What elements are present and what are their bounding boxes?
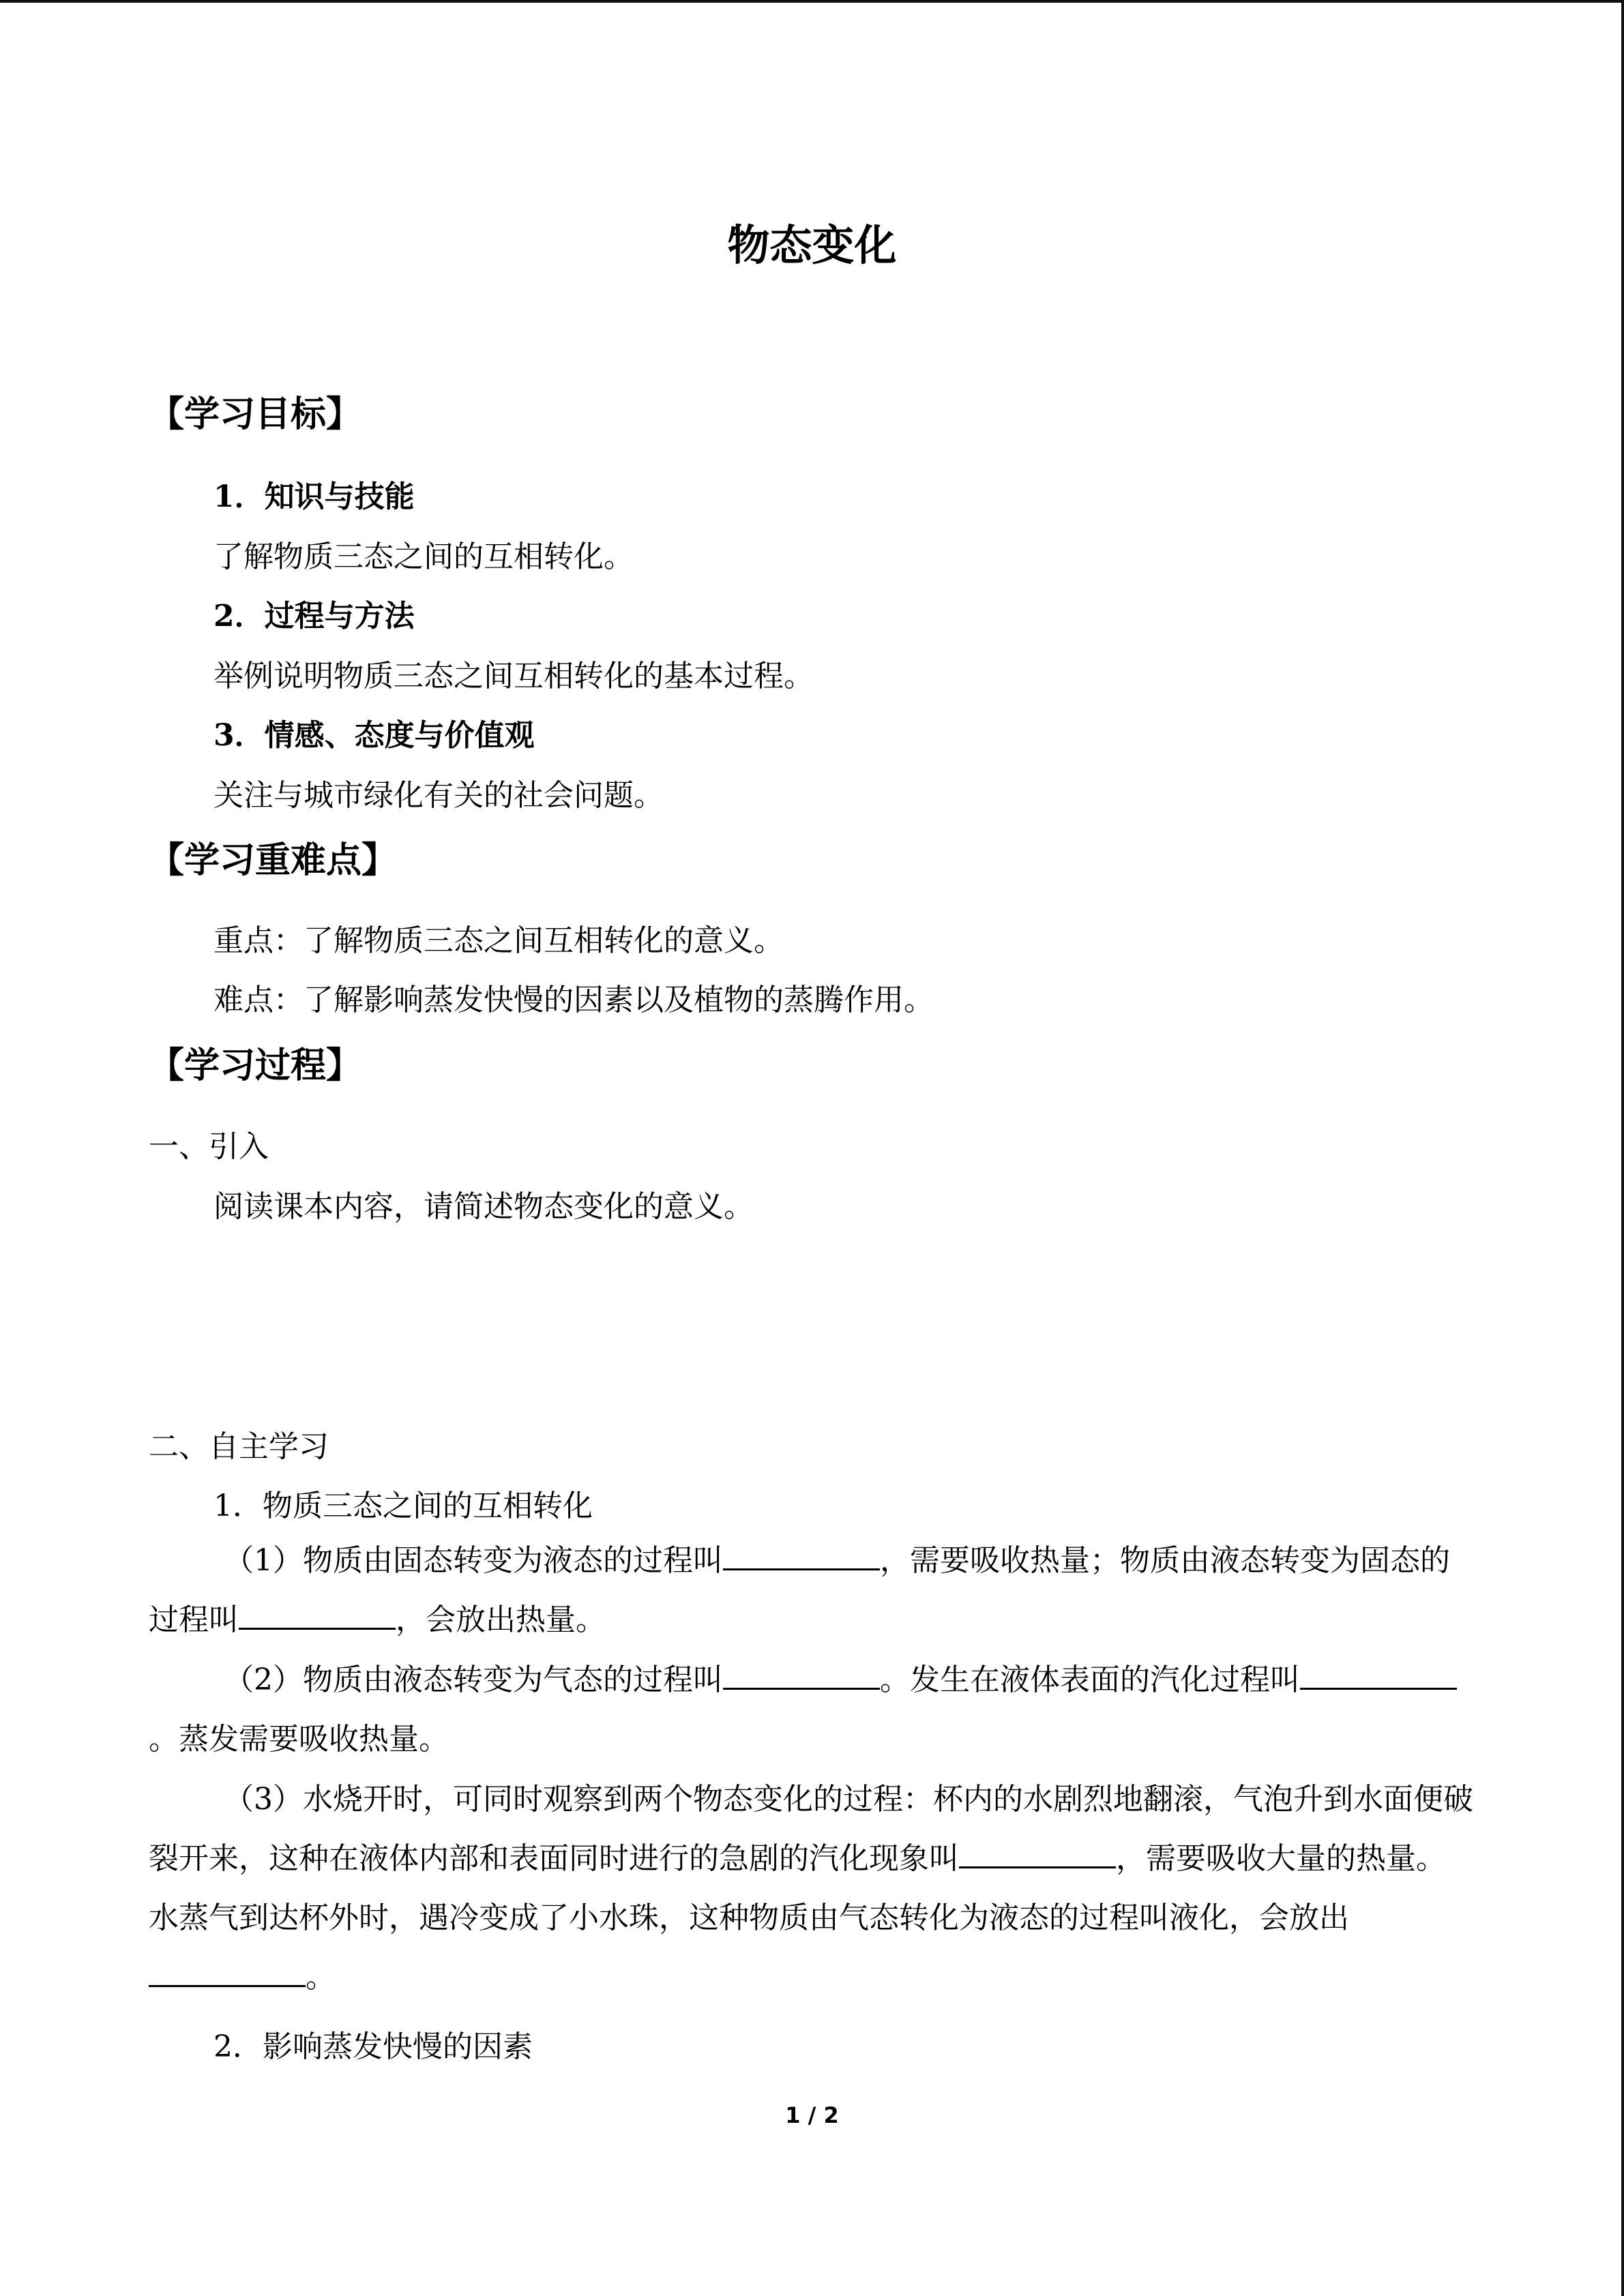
page-number: 1 / 2 [785,2102,839,2128]
goal-item-2-heading: 2．过程与方法 [213,599,415,633]
key-point-text: 重点：了解物质三态之间互相转化的意义。 [213,923,784,958]
section-heading-process: 【学习过程】 [149,1045,362,1086]
goal-item-1-heading: 1．知识与技能 [213,479,415,514]
answer-blank [239,1598,396,1630]
answer-blank [149,1955,306,1987]
question-3 [149,1770,1475,2007]
question-3-part-a: （3）水烧开时，可同时观察到两个物态变化的过程：杯内的水剧烈地翻滚，气泡升到水面便破裂开来，这种在液体内部和表面同时进行的急剧的汽化现象叫 [149,1782,1473,1876]
goal-item-3-text: 关注与城市绿化有关的社会问题。 [213,778,664,813]
intro-heading: 一、引入 [149,1129,269,1164]
answer-blank [1300,1658,1457,1690]
answer-blank [723,1538,880,1570]
goal-item-1-text: 了解物质三态之间的互相转化。 [213,539,634,574]
section-heading-keypoints: 【学习重难点】 [149,840,398,881]
goal-item-2-text: 举例说明物质三态之间互相转化的基本过程。 [213,659,814,694]
answer-blank [723,1658,880,1690]
question-1-part-c: ，会放出热量。 [396,1602,606,1637]
subsection-1-heading: 1．物质三态之间的互相转化 [213,1489,593,1523]
section-heading-goals: 【学习目标】 [149,394,362,435]
goal-item-3-heading: 3．情感、态度与价值观 [213,718,535,753]
answer-blank [959,1836,1116,1868]
subsection-2-heading: 2．影响蒸发快慢的因素 [213,2029,533,2064]
self-study-heading: 二、自主学习 [149,1429,329,1464]
question-2-part-a: （2）物质由液态转变为气态的过程叫 [224,1663,723,1697]
question-3-part-c: 。 [306,1960,336,1995]
question-2-part-c: 。蒸发需要吸收热量。 [149,1722,449,1757]
intro-text: 阅读课本内容，请简述物态变化的意义。 [213,1189,754,1224]
question-2 [149,1650,1475,1769]
question-1-part-a: （1）物质由固态转变为液态的过程叫 [224,1543,723,1578]
question-1-part-b: ，需要吸收热量；物质由液态转变为固态的过程叫 [149,1543,1450,1637]
difficult-point-text: 难点：了解影响蒸发快慢的因素以及植物的蒸腾作用。 [213,983,934,1017]
question-3-part-b: ，需要吸收大量的热量。水蒸气到达杯外时，遇冷变成了小水珠，这种物质由气态转化为液态的过程叫液化，会放出 [149,1841,1446,1935]
page-title: 物态变化 [727,220,897,270]
question-1 [149,1531,1475,1650]
question-2-part-b: 。发生在液体表面的汽化过程叫 [880,1663,1300,1697]
